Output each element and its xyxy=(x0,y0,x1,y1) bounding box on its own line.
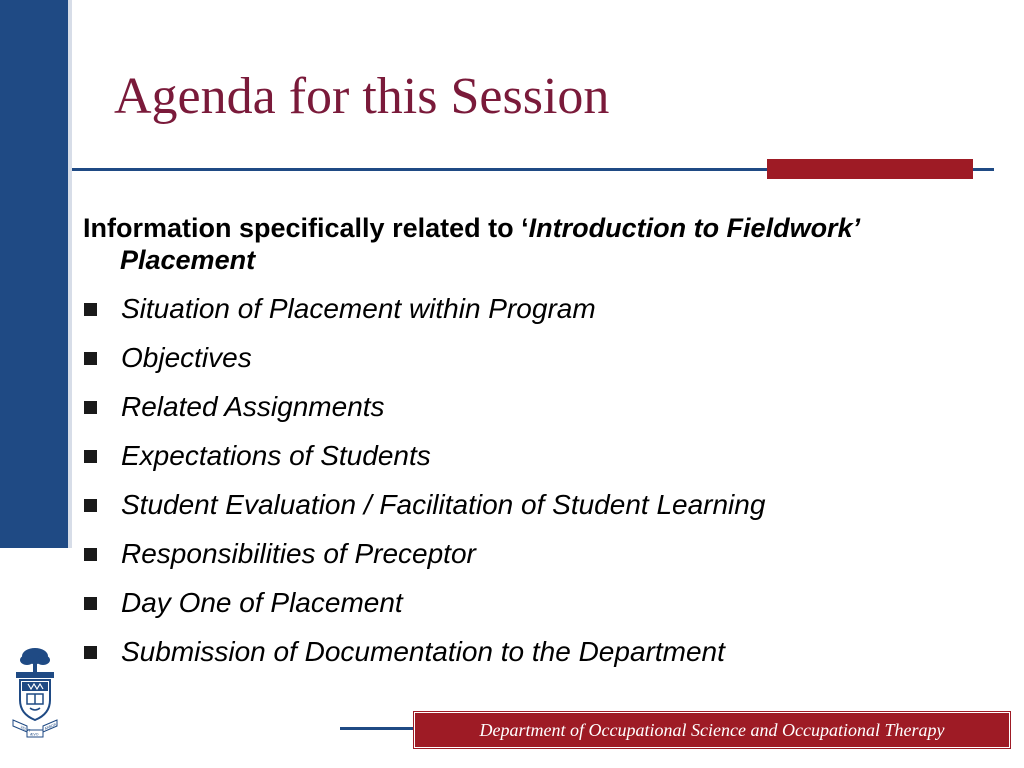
square-bullet-icon xyxy=(84,597,97,610)
agenda-item-label: Day One of Placement xyxy=(121,587,403,618)
square-bullet-icon xyxy=(84,548,97,561)
agenda-item xyxy=(83,333,983,382)
agenda-item xyxy=(83,627,983,676)
intro-line xyxy=(83,212,983,276)
intro-prefix: Information specifically related to ‘ xyxy=(83,213,529,243)
footer-divider-line xyxy=(340,727,415,730)
agenda-item xyxy=(83,284,983,333)
square-bullet-icon xyxy=(84,499,97,512)
university-crest-logo xyxy=(12,642,58,742)
agenda-item xyxy=(83,480,983,529)
title-accent-bar xyxy=(767,159,973,179)
footer-department-name: Department of Occupational Science and Occupational Therapy xyxy=(479,719,945,740)
crest-motto-bottom: ÆVO xyxy=(30,732,39,737)
square-bullet-icon xyxy=(84,450,97,463)
agenda-item-label: Situation of Placement within Program xyxy=(121,293,596,324)
left-sidebar-band xyxy=(0,0,68,548)
crest-motto-left: VELUT xyxy=(19,725,32,734)
agenda-item xyxy=(83,529,983,578)
agenda-item-label: Expectations of Students xyxy=(121,440,431,471)
agenda-item xyxy=(83,578,983,627)
footer-band xyxy=(414,712,1010,748)
slide-body xyxy=(83,212,983,676)
agenda-item-label: Objectives xyxy=(121,342,252,373)
agenda-item xyxy=(83,431,983,480)
square-bullet-icon xyxy=(84,401,97,414)
intro-emphasis: Introduction to Fieldwork’ Placement xyxy=(120,213,860,275)
square-bullet-icon xyxy=(84,303,97,316)
slide-title: Agenda for this Session xyxy=(114,68,610,125)
agenda-item-label: Submission of Documentation to the Department xyxy=(121,636,725,667)
square-bullet-icon xyxy=(84,646,97,659)
agenda-list xyxy=(83,284,983,676)
left-sidebar-edge xyxy=(68,0,72,548)
square-bullet-icon xyxy=(84,352,97,365)
crest-motto-right: ARBOR xyxy=(43,722,57,731)
agenda-item-label: Related Assignments xyxy=(121,391,385,422)
agenda-item-label: Student Evaluation / Facilitation of Student Learning xyxy=(121,489,766,520)
agenda-item xyxy=(83,382,983,431)
agenda-item-label: Responsibilities of Preceptor xyxy=(121,538,476,569)
